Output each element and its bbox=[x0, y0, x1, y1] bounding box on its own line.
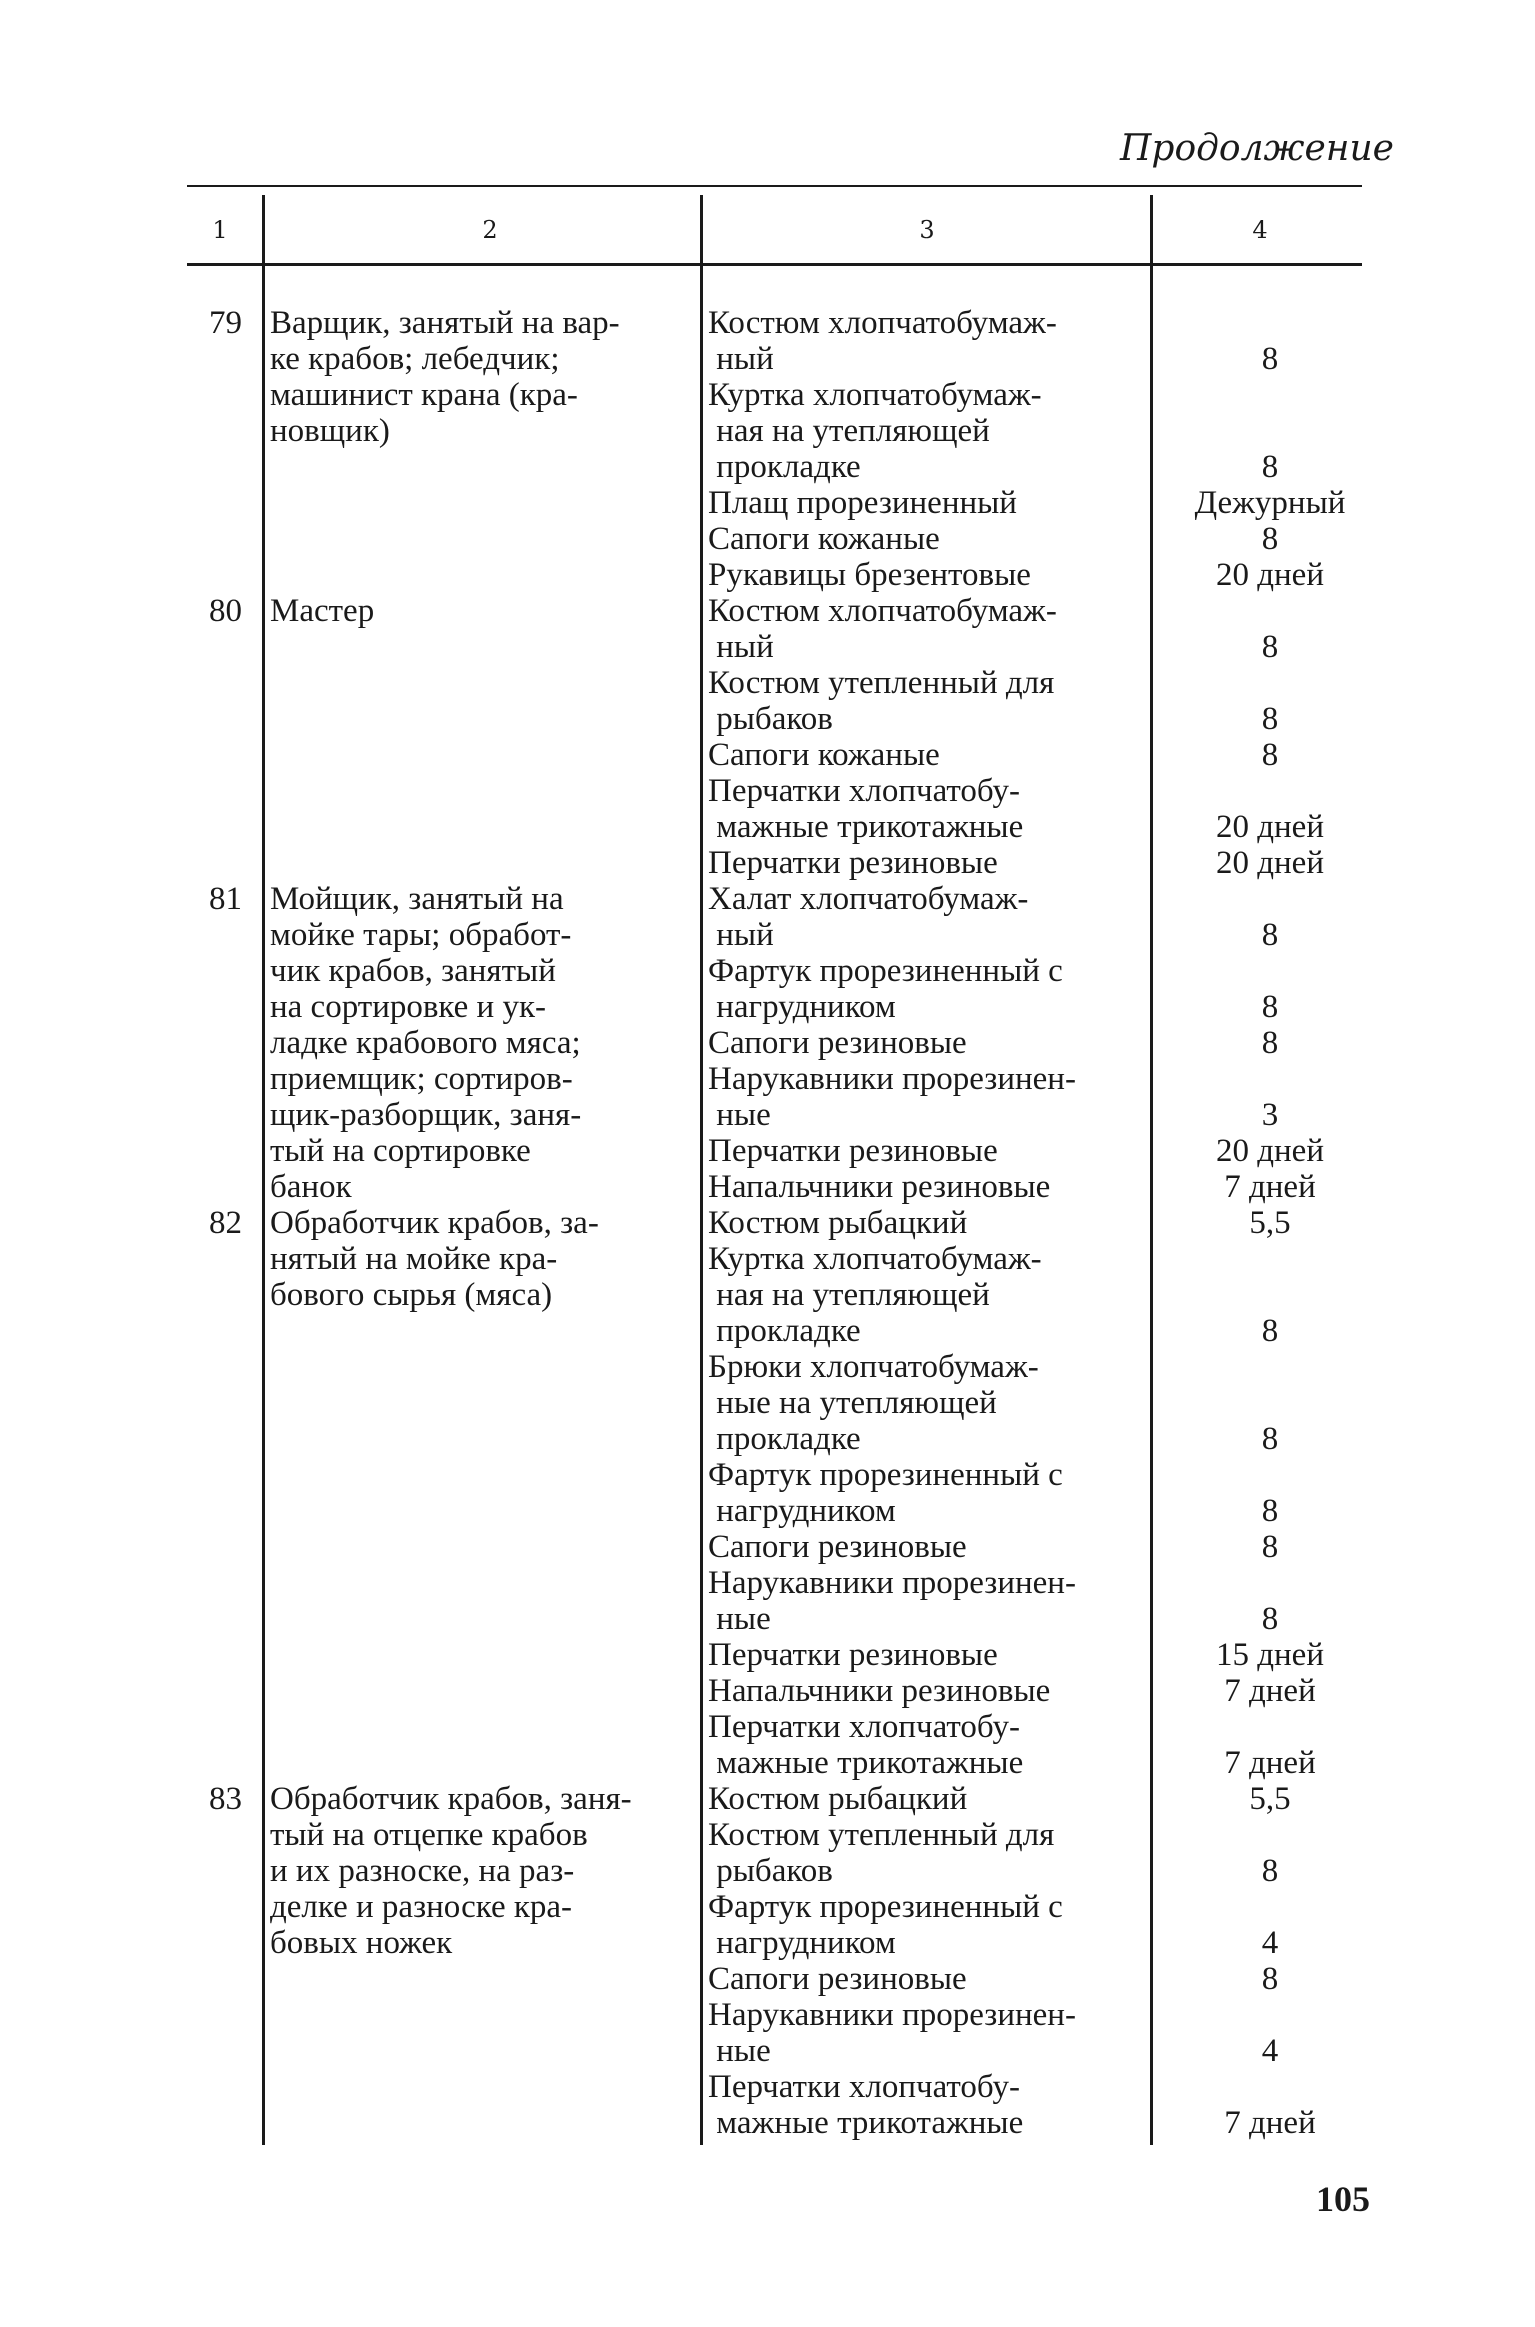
row-82-items: Костюм рыбацкий Куртка хлопчатобумаж- ная на утепляющей прокладке Брюки хлопчатобумаж- ные на утепляющей прокладке Фартук прорезиненный с нагрудником Сапоги резиновые Нарукавники прорезинен- ные Перчатки резиновые Напальчники резиновые Перчатки хлопчатобу- мажные трикотажные bbox=[708, 1205, 1076, 1781]
column-header-4: 4 bbox=[1252, 216, 1268, 244]
row-79-profession: Варщик, занятый на вар- ке крабов; лебедчик; машинист крана (кра- новщик) bbox=[270, 305, 620, 449]
row-80-profession: Мастер bbox=[270, 593, 375, 629]
row-82-profession: Обработчик крабов, за- нятый на мойке кра- бового сырья (мяса) bbox=[270, 1205, 599, 1313]
column-header-1: 1 bbox=[212, 216, 228, 244]
row-83-number: 83 bbox=[209, 1781, 242, 1817]
row-80-items: Костюм хлопчатобумаж- ный Костюм утепленный для рыбаков Сапоги кожаные Перчатки хлопчатобу- мажные трикотажные Перчатки резиновые bbox=[708, 593, 1057, 881]
page-number: 105 bbox=[1316, 2179, 1370, 2219]
row-79-number: 79 bbox=[209, 305, 242, 341]
row-79-items: Костюм хлопчатобумаж- ный Куртка хлопчатобумаж- ная на утепляющей прокладке Плащ прорезиненный Сапоги кожаные Рукавицы брезентовые bbox=[708, 305, 1057, 593]
row-81-items: Халат хлопчатобумаж- ный Фартук прорезиненный с нагрудником Сапоги резиновые Нарукавники прорезинен- ные Перчатки резиновые Напальчники резиновые bbox=[708, 881, 1076, 1205]
row-79-terms: 8 8 Дежурный 8 20 дней bbox=[1194, 341, 1346, 593]
row-81-number: 81 bbox=[209, 881, 242, 917]
row-80-number: 80 bbox=[209, 593, 242, 629]
column-divider-2 bbox=[700, 195, 703, 2145]
row-81-terms: 8 8 8 3 20 дней 7 дней bbox=[1215, 917, 1324, 1205]
continued-label: Продолжение bbox=[1120, 128, 1394, 169]
column-header-3: 3 bbox=[919, 216, 935, 244]
row-80-terms: 8 8 8 20 дней 20 дней bbox=[1215, 629, 1324, 881]
row-82-terms: 5,5 8 8 8 8 8 15 дней 7 дней 7 дней bbox=[1215, 1205, 1324, 1781]
row-82-number: 82 bbox=[209, 1205, 242, 1241]
row-83-profession: Обработчик крабов, заня- тый на отцепке крабов и их разноске, на раз- делке и разноске кра- бовых ножек bbox=[270, 1781, 632, 1961]
column-divider-1 bbox=[262, 195, 265, 2145]
table-header-rule bbox=[187, 263, 1362, 266]
column-header-2: 2 bbox=[482, 216, 498, 244]
table-top-rule bbox=[187, 185, 1362, 187]
row-83-terms: 5,5 8 4 8 4 7 дней bbox=[1224, 1781, 1316, 2141]
row-81-profession: Мойщик, занятый на мойке тары; обработ- чик крабов, занятый на сортировке и ук- ладке крабового мяса; приемщик; сортиров- щик-разборщик, заня- тый на сортировке банок bbox=[270, 881, 582, 1205]
row-83-items: Костюм рыбацкий Костюм утепленный для рыбаков Фартук прорезиненный с нагрудником Сапоги резиновые Нарукавники прорезинен- ные Перчатки хлопчатобу- мажные трикотажные bbox=[708, 1781, 1076, 2141]
